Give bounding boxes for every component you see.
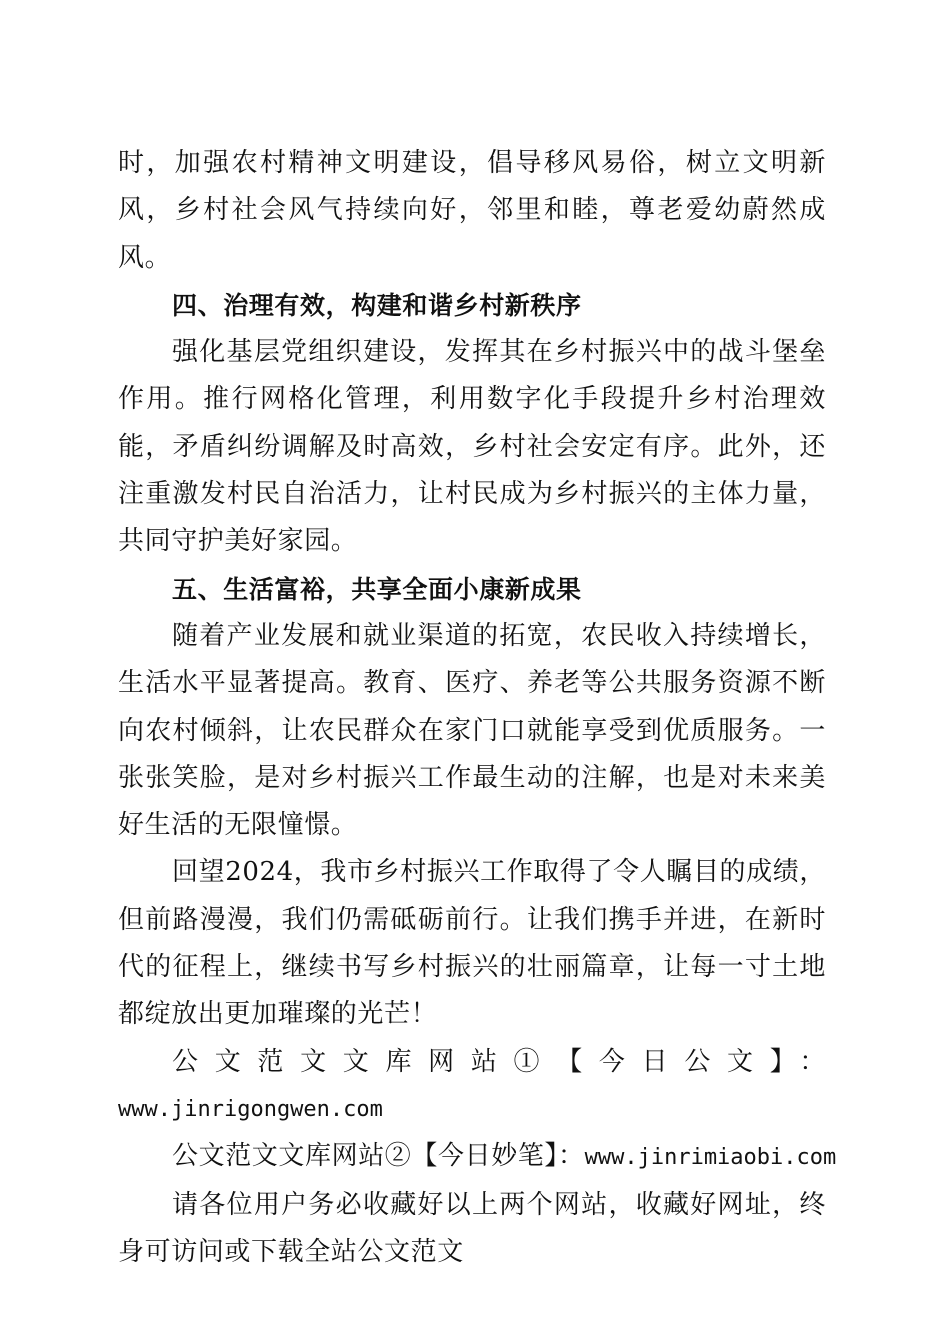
section-4-paragraph: 强化基层党组织建设，发挥其在乡村振兴中的战斗堡垒作用。推行网格化管理，利用数字化手段提升乡村治理效能，矛盾纠纷调解及时高效，乡村社会安定有序。此外，还注重激发村民自治活力，让村民成为乡村振兴的主体力量，共同守护美好家园。: [118, 337, 826, 557]
site-2-line: [118, 1133, 837, 1181]
conclusion-paragraph: 回望2024，我市乡村振兴工作取得了令人瞩目的成绩，但前路漫漫，我们仍需砥砺前行。让我们携手并进，在新时代的征程上，继续书写乡村振兴的壮丽篇章，让每一寸土地都绽放出更加璀璨的光芒！: [118, 857, 826, 1030]
intro-continuation-paragraph: 时，加强农村精神文明建设，倡导移风易俗，树立文明新风，乡村社会风气持续向好，邻里和睦，尊老爱幼蔚然成风。: [118, 148, 826, 273]
document-page: [118, 140, 837, 1276]
site-2-label: 公文范文文库网站②【今日妙笔】：: [172, 1141, 585, 1172]
site-2-url[interactable]: www.jinrimiaobi.com: [584, 1145, 837, 1171]
section-5-heading: 五、生活富裕，共享全面小康新成果: [172, 574, 582, 604]
section-4-heading: 四、治理有效，构建和谐乡村新秩序: [172, 290, 582, 320]
notice-paragraph: 请各位用户务必收藏好以上两个网站，收藏好网址，终身可访问或下载全站公文范文: [118, 1189, 826, 1267]
site-1-label: 公文范文文库网站①【今日公文】：: [172, 1046, 826, 1077]
section-5-paragraph: 随着产业发展和就业渠道的拓宽，农民收入持续增长，生活水平显著提高。教育、医疗、养老等公共服务资源不断向农村倾斜，让农民群众在家门口就能享受到优质服务。一张张笑脸，是对乡村振兴工作最生动的注解，也是对未来美好生活的无限憧憬。: [118, 620, 826, 841]
site-1-url[interactable]: www.jinrigongwen.com: [118, 1096, 383, 1122]
